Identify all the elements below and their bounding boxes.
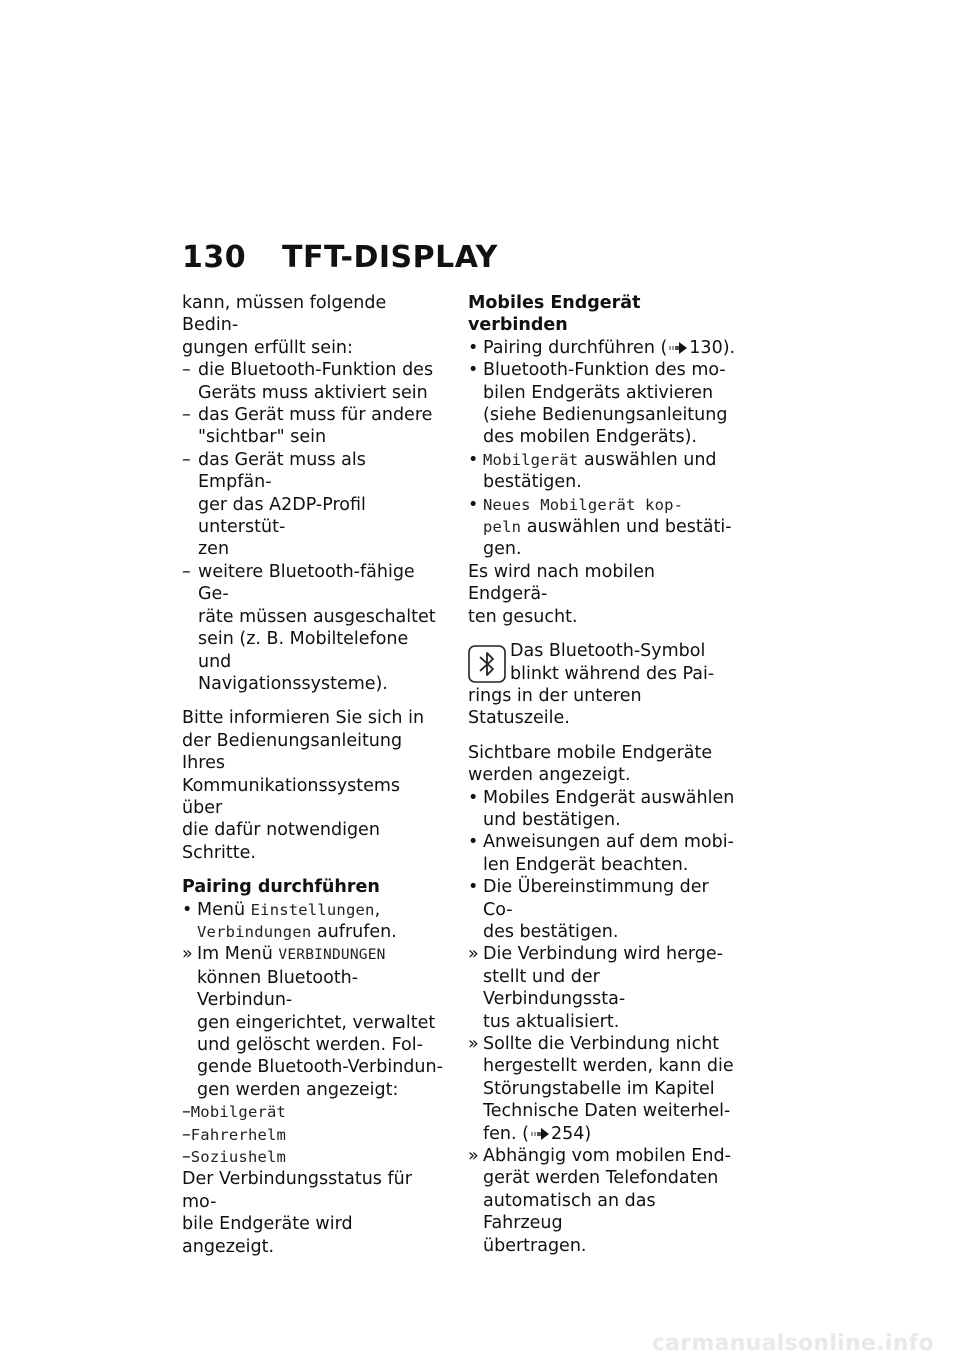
bullet-marker: • (468, 787, 479, 808)
searching-line: ten gesucht. (468, 606, 578, 627)
intro-line: kann, müssen folgende Bedin- (182, 293, 387, 336)
page-ref[interactable]: 254 (550, 1123, 585, 1144)
dash-marker: – (182, 405, 191, 426)
page-number: 130 (182, 240, 247, 275)
connection-item: –Soziushelm (182, 1147, 287, 1168)
result-item: » Sollte die Verbindung nicht hergestellt werden, kann die Störungstabelle im Kapitel Technische Daten weiterhel- fen. ( 254) (468, 1034, 734, 1144)
bullet-marker: • (468, 832, 479, 853)
menu-instruction: • Menü Einstellungen, Verbindungen aufrufen. (182, 899, 397, 942)
bullet-item: • Mobiles Endgerät auswählen und bestätigen. (468, 787, 735, 830)
visible-line: werden angezeigt. (468, 765, 631, 786)
menu-mobilgeraet: Mobilgerät (483, 450, 579, 469)
dash-marker: – (182, 449, 191, 470)
result-marker: » (468, 1146, 479, 1167)
result-marker: » (182, 944, 193, 965)
arrow-icon (531, 1128, 549, 1140)
condition-item: – das Gerät muss als Empfän- ger das A2DP-Profil unterstüt- zen (182, 449, 366, 560)
bullet-item: • Mobilgerät auswählen und bestätigen. (468, 449, 717, 493)
searching-line: Es wird nach mobilen Endgerä- (468, 561, 656, 605)
bullet-item: • Pairing durchführen ( 130). (468, 337, 736, 358)
bullet-marker: • (468, 494, 479, 515)
status-line: Der Verbindungsstatus für mo- (182, 1169, 412, 1212)
bullet-marker: • (468, 449, 479, 470)
connect-heading: Mobiles Endgerät verbinden (468, 293, 641, 336)
arrow-icon (669, 342, 687, 354)
result-marker: » (468, 1034, 479, 1054)
bullet-item: • Die Übereinstimmung der Co- des bestätigen. (468, 877, 709, 942)
condition-item: – weitere Bluetooth-fähige Ge- räte müssen ausgeschaltet sein (z. B. Mobiltelefone und Navigationssysteme). (182, 561, 436, 694)
chapter-title: TFT-DISPLAY (282, 240, 498, 275)
bullet-marker: • (468, 337, 479, 358)
menu-verbindungen: Verbindungen (197, 922, 312, 941)
visible-line: Sichtbare mobile Endgeräte (468, 742, 713, 763)
info-line: Bitte informieren Sie sich in (182, 708, 425, 729)
bullet-item: • Neues Mobilgerät kop- peln auswählen und bestäti- gen. (468, 494, 732, 560)
bullet-item: • Anweisungen auf dem mobi- len Endgerät beachten. (468, 832, 734, 875)
result-item: » Im Menü VERBINDUNGEN können Bluetooth-Verbindun- gen eingerichtet, verwaltet und gelöscht werden. Fol- gende Bluetooth-Verbindun- gen werden angezeigt: (182, 944, 443, 1100)
result-item: » Die Verbindung wird herge- stellt und der Verbindungssta- tus aktualisiert. (468, 944, 723, 1032)
bluetooth-icon (468, 645, 506, 683)
menu-einstellungen: Einstellungen (250, 900, 375, 919)
bullet-marker: • (468, 877, 479, 898)
condition-item: – die Bluetooth-Funktion des Geräts muss aktiviert sein (182, 360, 434, 403)
page-header (182, 240, 498, 275)
pairing-heading: Pairing durchführen (182, 877, 380, 898)
page-ref[interactable]: 130 (689, 337, 723, 358)
right-column (468, 292, 738, 1257)
connection-item: –Mobilgerät (182, 1102, 287, 1123)
bullet-marker: • (468, 360, 479, 381)
menu-neues-mobilgeraet: Neues Mobilgerät kop- (483, 495, 684, 514)
bluetooth-note: Das Bluetooth-Symbol blinkt während des Pai- rings in der unteren Statuszeile. (468, 641, 715, 729)
dash-marker: – (182, 360, 191, 381)
condition-item: – das Gerät muss für andere "sichtbar" sein (182, 405, 433, 448)
left-column (182, 292, 444, 1258)
result-marker: » (468, 944, 479, 965)
intro-line: gungen erfüllt sein: (182, 337, 353, 358)
dash-marker: – (182, 561, 191, 582)
info-line: die dafür notwendigen Schritte. (182, 820, 380, 863)
info-line: der Bedienungsanleitung Ihres (182, 730, 403, 774)
bullet-marker: • (182, 899, 193, 920)
status-line: bile Endgeräte wird angezeigt. (182, 1214, 353, 1257)
watermark: carmanualsonline.info (651, 1331, 934, 1356)
bullet-item: • Bluetooth-Funktion des mo- bilen Endgeräts aktivieren (siehe Bedienungsanleitung des mobilen Endgeräts). (468, 360, 728, 448)
connection-item: –Fahrerhelm (182, 1124, 287, 1145)
menu-verbindungen-caps: VERBINDUNGEN (278, 947, 386, 964)
result-item: » Abhängig vom mobilen End- gerät werden Telefondaten automatisch an das Fahrzeug übertragen. (468, 1146, 731, 1256)
info-line: Kommunikationssystems über (182, 775, 401, 818)
